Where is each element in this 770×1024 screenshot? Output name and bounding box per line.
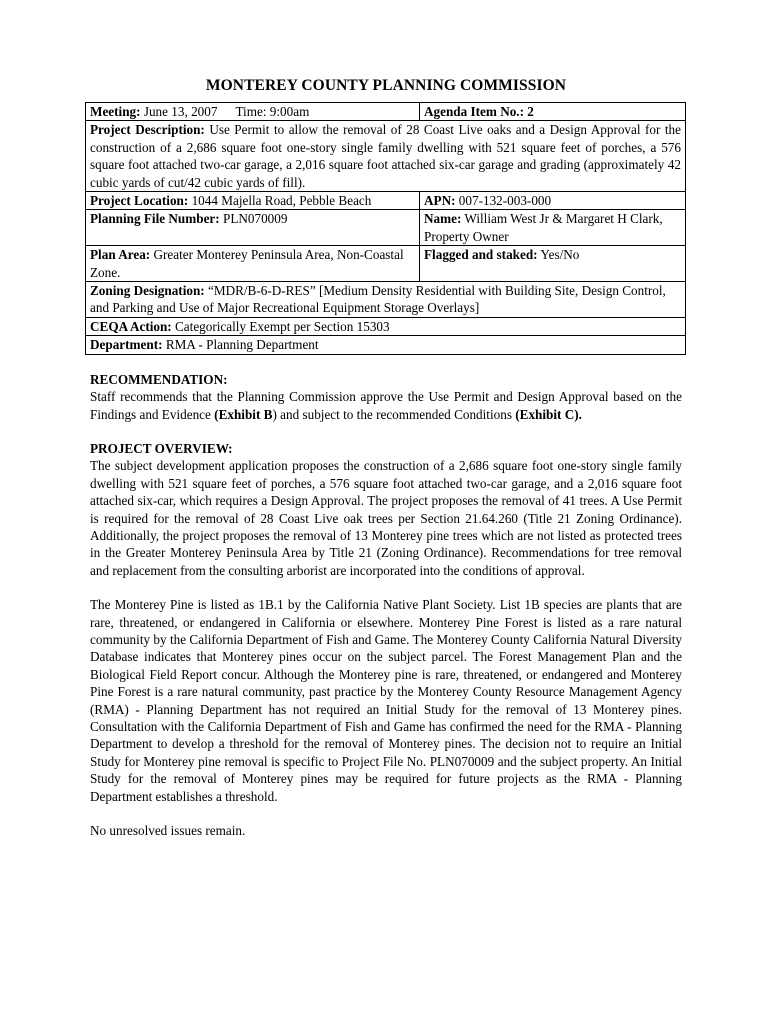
flagged-label: Flagged and staked:: [424, 247, 538, 263]
project-description-cell: [86, 121, 686, 192]
project-location-cell: [86, 192, 420, 210]
overview-paragraph-1: The subject development application proposes the construction of a 2,686 square foot one-story single family dwelling with 521 square feet of porches, a 576 square foot attached two-car garage, and a 2,016 square foot attached six-car, which requires a Design Approval. The project proposes the removal of 41 trees. A Use Permit is required for the removal of 28 Coast Live oak trees per Section 21.64.260 (Title 21 Zoning Ordinance). Additionally, the project proposes the removal of 13 Monterey pine trees which are not listed as protected trees in the Greater Monterey Peninsula Area by Title 21 (Zoning Ordinance). Recommendations for tree removal and replacement from the consulting arborist are incorporated into the conditions of approval.: [90, 458, 682, 578]
project-description-value: Use Permit to allow the removal of 28 Coast Live oaks and a Design Approval for the construction of a 2,686 square foot one-story single family dwelling with 521 square feet of porches, a 576 square foot attached two-car garage, a 2,016 square foot attached six-car garage and grading (approximately 42 cubic yards of cut/42 cubic yards of fill).: [90, 122, 681, 190]
ceqa-label: CEQA Action:: [90, 318, 172, 334]
table-row: [86, 246, 686, 282]
meeting-label: Meeting:: [90, 104, 141, 119]
table-row: [86, 192, 686, 210]
overview-heading: PROJECT OVERVIEW:: [90, 440, 233, 456]
ceqa-value: Categorically Exempt per Section 15303: [171, 318, 390, 334]
zoning-label: Zoning Designation:: [90, 283, 205, 299]
table-row: [86, 103, 686, 121]
apn-label: APN:: [424, 193, 456, 209]
table-row: [86, 210, 686, 246]
project-location-label: Project Location:: [90, 193, 189, 209]
meeting-value: June 13, 2007: [140, 104, 218, 119]
table-row: [86, 336, 686, 354]
agenda-label: Agenda Item No.: 2: [424, 104, 534, 119]
project-info-table: [85, 102, 686, 355]
zoning-cell: [86, 282, 686, 318]
department-cell: [86, 336, 686, 354]
document-page: [90, 76, 682, 839]
project-location-value: 1044 Majella Road, Pebble Beach: [188, 193, 372, 209]
overview-paragraph-2: The Monterey Pine is listed as 1B.1 by the California Native Plant Society. List 1B species are plants that are rare, threatened, or endangered in California or elsewhere. Monterey Pine Forest is listed as a rare natural community by the California Department of Fish and Game. The Monterey County California Natural Diversity Database indicates that Monterey pines occur on the subject parcel. The Forest Management Plan and the Biological Field Report concur. Although the Monterey pine is rare, threatened, or endangered and Monterey Pine Forest is a rare natural community, past practice by the Monterey County Resource Management Agency (RMA) - Planning Department has not required an Initial Study for the removal of 13 Monterey pines. Consultation with the California Department of Fish and Game has confirmed the need for the RMA - Planning Department to develop a threshold for the removal of Monterey pines. The decision not to require an Initial Study for Monterey pine removal is specific to Project File No. PLN070009 and the subject property. An Initial Study for the removal of Monterey pines may be required for future projects as the RMA - Planning Department establishes a threshold.: [90, 597, 682, 804]
recommendation-text: [90, 388, 682, 423]
overview-paragraph-3: No unresolved issues remain.: [90, 823, 246, 839]
apn-value: 007-132-003-000: [455, 193, 552, 209]
plan-area-label: Plan Area:: [90, 247, 151, 263]
apn-cell: [420, 192, 686, 210]
time-value: Time: 9:00am: [235, 104, 310, 119]
zoning-value: “MDR/B-6-D-RES” [Medium Density Residential with Building Site, Design Control, and Parking and Use of Major Recreational Equipment Storage Overlays]: [90, 283, 666, 316]
owner-name-cell: [420, 210, 686, 246]
overview-section: [90, 440, 682, 840]
flagged-cell: [420, 246, 686, 282]
department-label: Department:: [90, 337, 163, 353]
recommendation-heading: RECOMMENDATION:: [90, 371, 228, 387]
recommendation-text-2: ) and subject to the recommended Conditions: [272, 406, 516, 422]
recommendation-text-1: Staff recommends that the Planning Commission approve the Use Permit and Design Approval based on the Findings and Evidence: [90, 389, 682, 422]
agenda-cell: [420, 103, 686, 121]
table-row: [86, 282, 686, 318]
owner-name-value: William West Jr & Margaret H Clark, Property Owner: [424, 211, 663, 244]
exhibit-c-ref: (Exhibit C).: [515, 406, 582, 422]
planning-file-label: Planning File Number:: [90, 211, 220, 227]
department-value: RMA - Planning Department: [162, 337, 319, 353]
ceqa-cell: [86, 317, 686, 335]
project-description-label: Project Description:: [90, 122, 205, 138]
table-row: [86, 317, 686, 335]
plan-area-cell: [86, 246, 420, 282]
flagged-value: Yes/No: [537, 247, 580, 263]
recommendation-section: [90, 371, 682, 423]
meeting-cell: [86, 103, 420, 121]
exhibit-b-ref: (Exhibit B: [214, 406, 273, 422]
page-title: MONTEREY COUNTY PLANNING COMMISSION: [205, 77, 567, 94]
owner-name-label: Name:: [424, 211, 462, 227]
planning-file-cell: [86, 210, 420, 246]
table-row: [86, 121, 686, 192]
plan-area-value: Greater Monterey Peninsula Area, Non-Coastal Zone.: [90, 247, 404, 280]
planning-file-value: PLN070009: [219, 211, 288, 227]
